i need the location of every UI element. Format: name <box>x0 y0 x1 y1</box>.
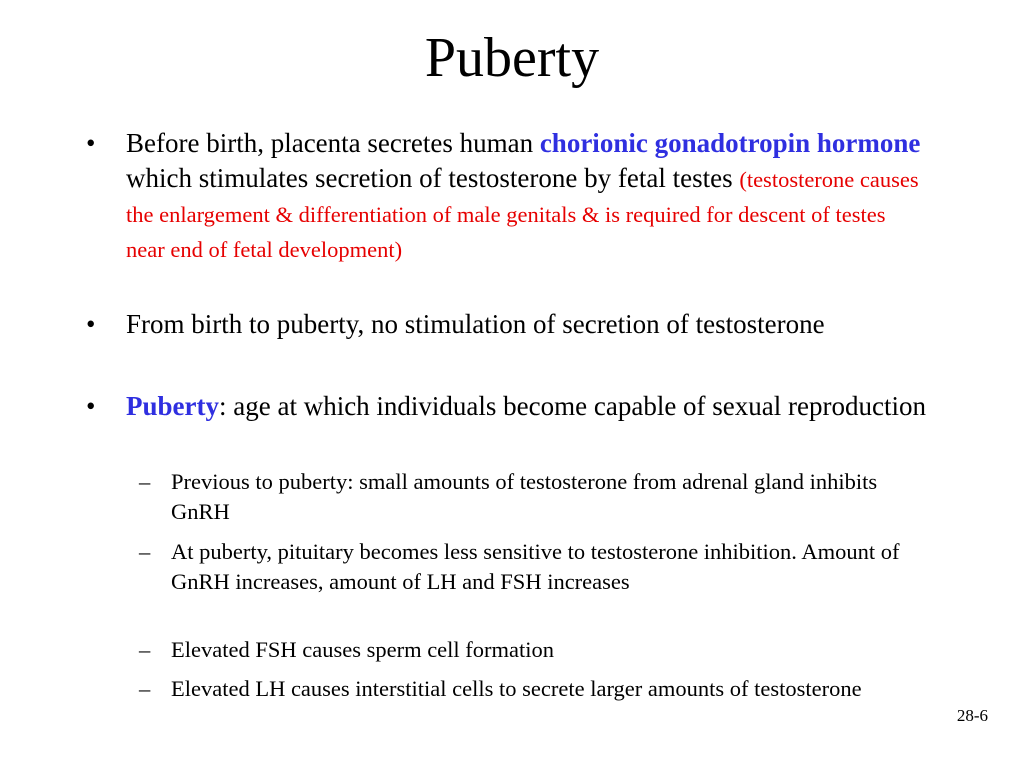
emphasis-term: Puberty <box>126 391 219 421</box>
sub-item <box>139 537 931 597</box>
bullet-text: which stimulates secretion of testosterone by fetal testes <box>126 163 740 193</box>
bullet-icon: • <box>86 309 96 339</box>
bullet-item-before-birth <box>86 126 926 266</box>
sub-item <box>139 635 931 665</box>
sub-item-text: Elevated LH causes interstitial cells to secrete larger amounts of testosterone <box>171 676 862 701</box>
dash-icon: – <box>139 637 151 662</box>
bullet-item-puberty-definition <box>86 389 926 424</box>
bullet-item-birth-to-puberty <box>86 307 926 342</box>
sub-item <box>139 467 931 527</box>
dash-icon: – <box>139 469 151 494</box>
bullet-text: Before birth, placenta secretes human <box>126 128 540 158</box>
sub-item-text: At puberty, pituitary becomes less sensitive to testosterone inhibition. Amount of GnRH increases, amount of LH and FSH increases <box>171 539 900 594</box>
sub-item-text: Previous to puberty: small amounts of testosterone from adrenal gland inhibits GnRH <box>171 469 878 524</box>
dash-icon: – <box>139 539 151 564</box>
bullet-icon: • <box>86 128 96 158</box>
page-number: 28-6 <box>956 706 988 725</box>
dash-icon: – <box>139 676 151 701</box>
bullet-text: From birth to puberty, no stimulation of secretion of testosterone <box>126 309 825 339</box>
sub-item-text: Elevated FSH causes sperm cell formation <box>171 637 555 662</box>
emphasis-term: chorionic gonadotropin hormone <box>539 128 921 158</box>
slide-title: Puberty <box>424 27 600 89</box>
sub-item <box>139 674 931 704</box>
bullet-icon: • <box>86 391 96 421</box>
bullet-text: : age at which individuals become capable of sexual reproduction <box>218 391 926 421</box>
parenthetical-note: (testosterone causes the enlargement & differentiation of male genitals & is required for descent of testes near end of fetal development) <box>126 167 919 262</box>
